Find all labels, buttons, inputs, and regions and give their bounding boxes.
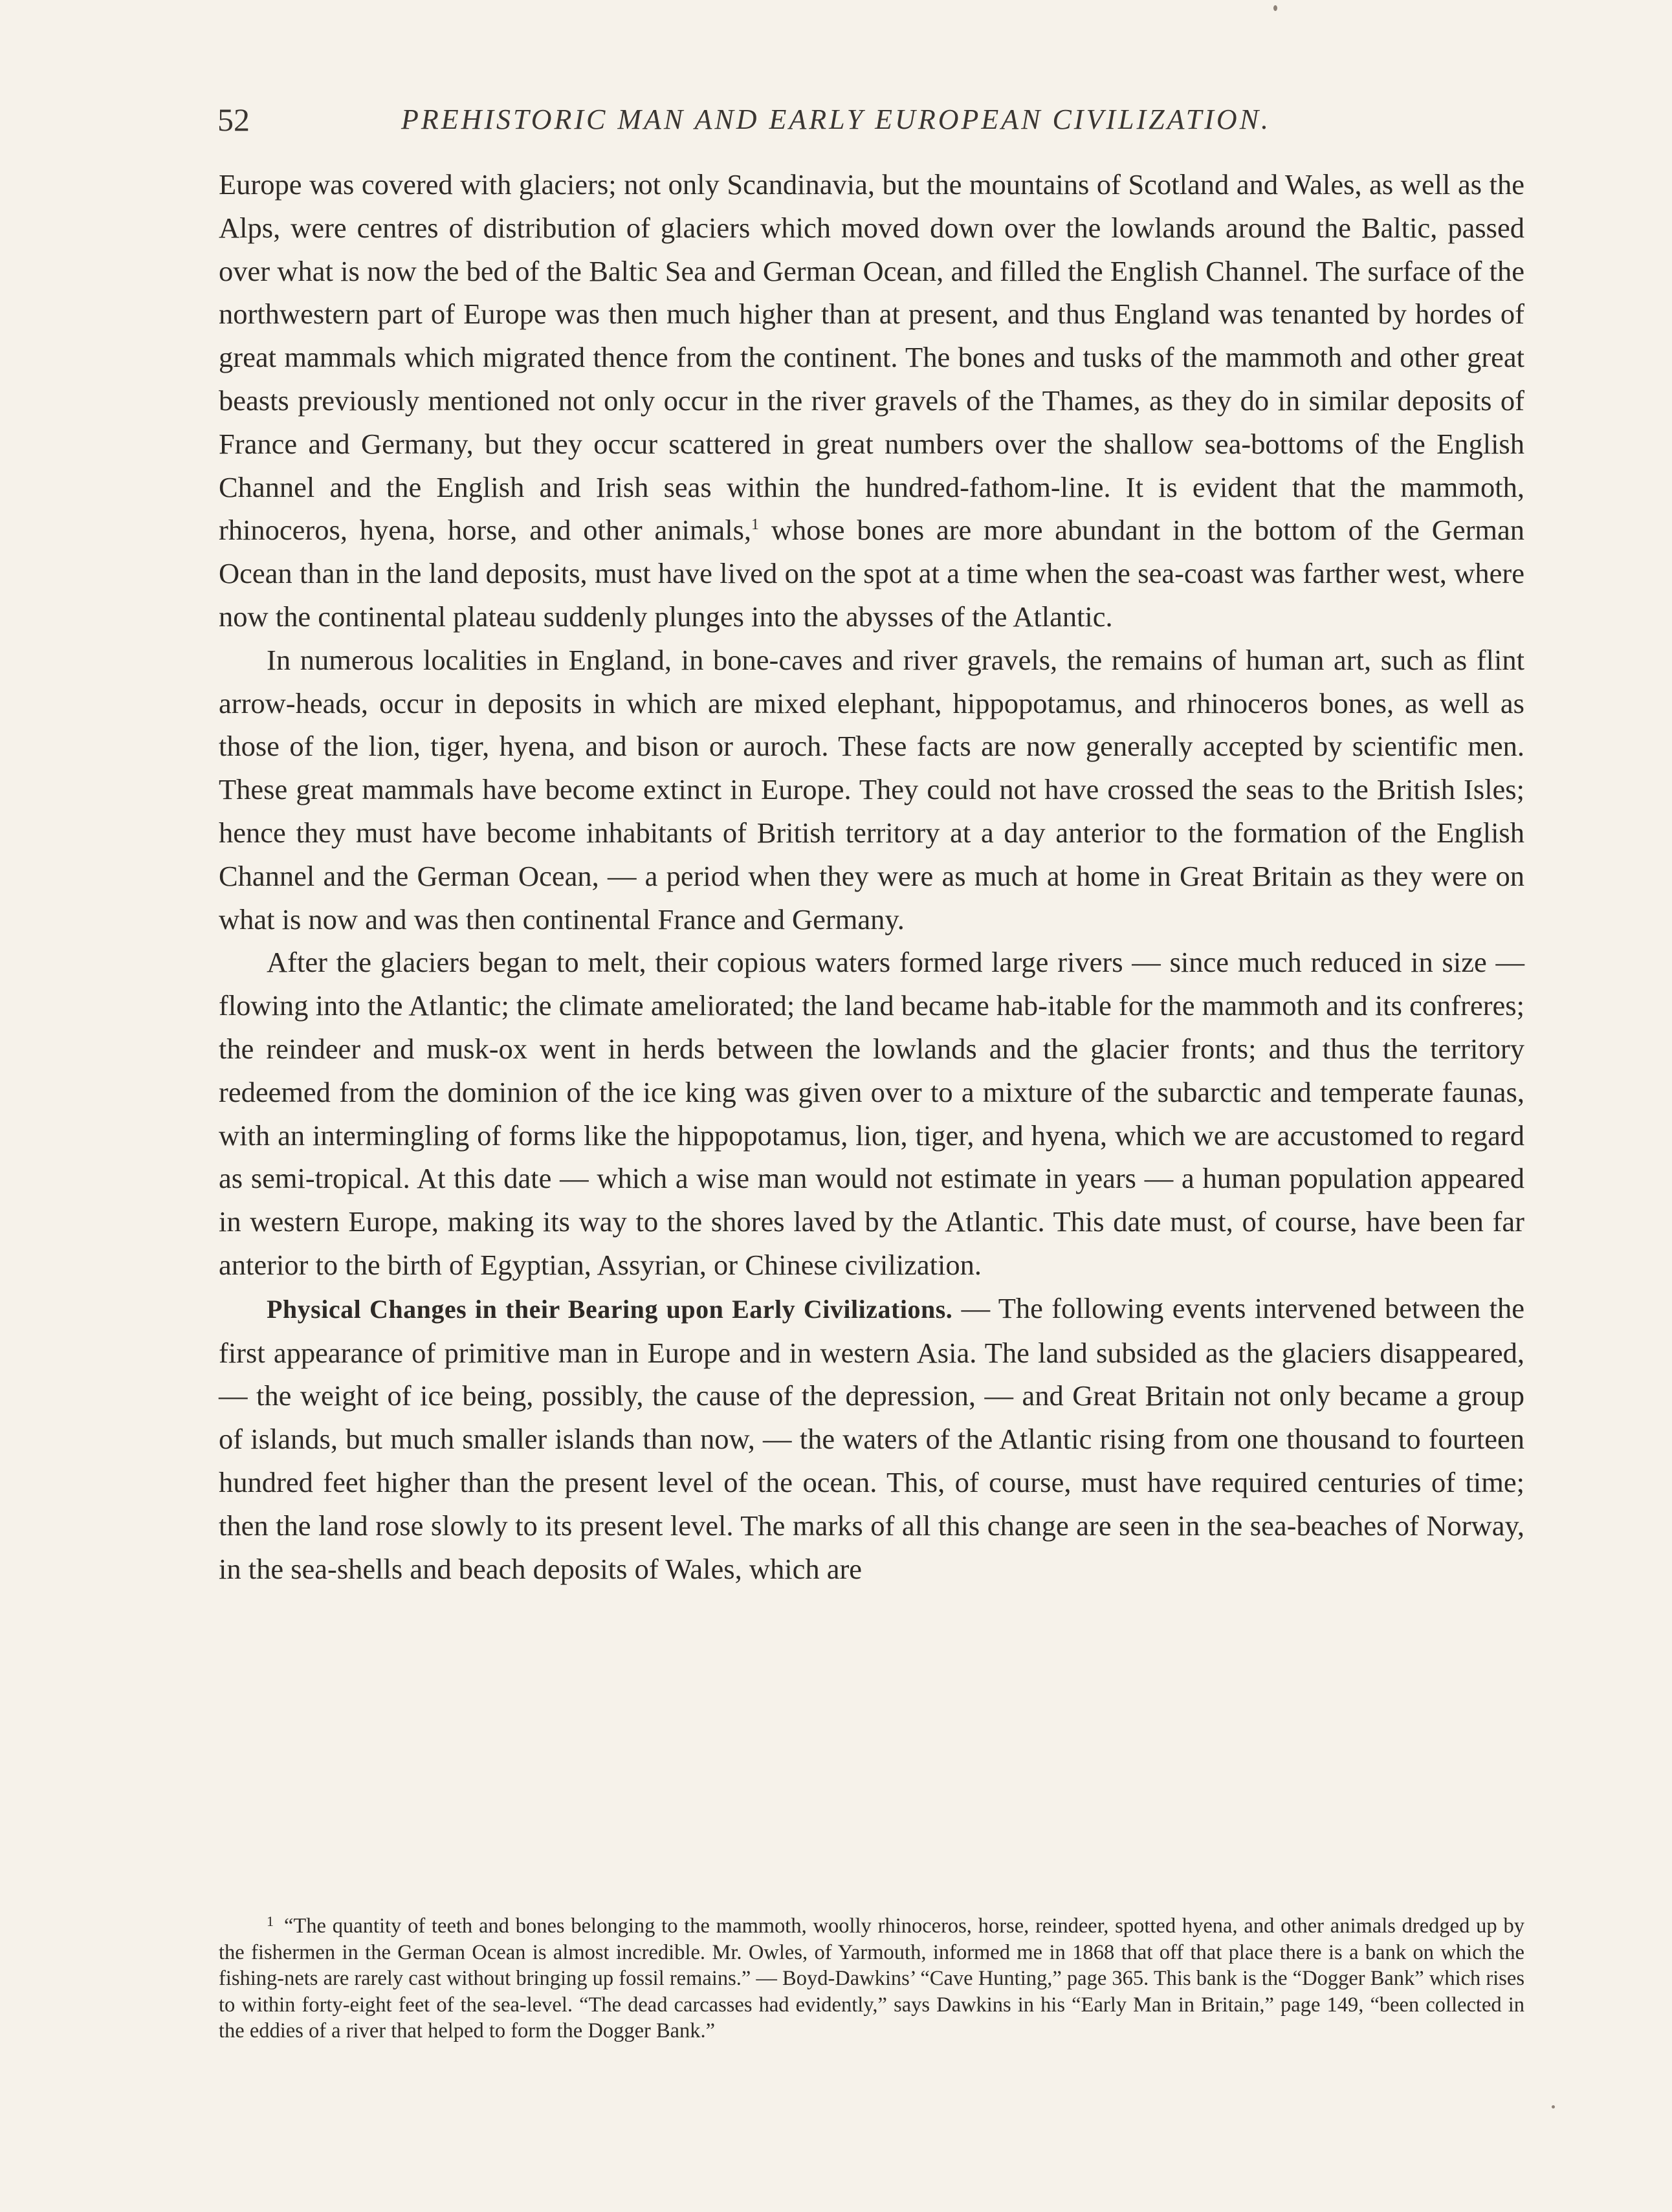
paper-speck [1273,5,1277,11]
paragraph-1-text: Europe was covered with glaciers; not only Scandinavia, but the mountains of Scotland and Wales, as well as the Alps, were centres of distribution of glaciers which moved down over the lowlands around the Baltic, passed over what is now the bed of the Baltic Sea and German Ocean, and filled the English Channel. The surface of the northwestern part of Europe was then much higher than at present, and thus England was tenanted by hordes of great mammals which migrated thence from the continent. The bones and tusks of the mammoth and other great beasts previously mentioned not only occur in the river gravels of the Thames, as they do in similar deposits of France and Germany, but they occur scattered in great numbers over the shallow sea-bottoms of the English Channel and the English and Irish seas within the hundred-fathom-line. It is evident that the mammoth, rhinoceros, hyena, horse, and other animals, [219,168,1524,547]
page-number: 52 [217,102,250,138]
footnote-text: “The quantity of teeth and bones belonging to the mammoth, woolly rhinoceros, horse, reindeer, spotted hyena, and other animals dredged up by the fishermen in the German Ocean is almost incredible. Mr. Owles, of Yarmouth, informed me in 1868 that off that place there is a bank on which the fishing-nets are rarely cast without bringing up fossil remains.” — Boyd-Dawkins’ “Cave Hunting,” page 365. This bank is the “Dogger Bank” which rises to within forty-eight feet of the sea-level. “The dead carcasses had evidently,” says Dawkins in his “Early Man in Britain,” page 149, “been collected in the eddies of a river that helped to form the Dogger Bank.” [219,1914,1524,2042]
paragraph-2: In numerous localities in England, in bone-caves and river gravels, the remains of human art, such as flint arrow-heads, occur in deposits in which are mixed elephant, hippopotamus, and rhinoceros bones, as well as those of the lion, tiger, hyena, and bison or auroch. These facts are now generally accepted by scientific men. These great mammals have become extinct in Europe. They could not have crossed the seas to the British Isles; hence they must have become inhabitants of British territory at a day anterior to the formation of the English Channel and the German Ocean, — a period when they were as much at home in Great Britain as they were on what is now and was then continental France and Germany. [219,643,1524,936]
section-run-in-heading: Physical Changes in their Bearing upon Early Civilizations. [267,1294,953,1324]
paper-speck [1552,2105,1555,2108]
footnote-reference: 1 [751,516,760,534]
running-head [217,97,1524,142]
body-text [219,163,1524,1590]
footnote-marker: 1 [267,1913,274,1929]
paragraph-4 [219,1287,1524,1591]
paragraph-1-text-end: whose bones are more abundant in the bottom of the German Ocean than in the land deposits, must have lived on the spot at a time when the sea-coast was farther west, where now the continental plateau suddenly plunges into the abysses of the Atlantic. [219,514,1525,633]
running-title: PREHISTORIC MAN AND EARLY EUROPEAN CIVILIZATION. [401,104,1271,135]
paragraph-3: After the glaciers began to melt, their copious waters formed large rivers — since much reduced in size — flowing into the Atlantic; the climate ameliorated; the land became hab-itable for the mammoth and its confreres; the reindeer and musk-ox went in herds between the lowlands and the glacier fronts; and thus the territory redeemed from the dominion of the ice king was given over to a mixture of the subarctic and temperate faunas, with an intermingling of forms like the hippopotamus, lion, tiger, and hyena, which we are accustomed to regard as semi-tropical. At this date — which a wise man would not estimate in years — a human population appeared in western Europe, making its way to the shores laved by the Atlantic. This date must, of course, have been far anterior to the birth of Egyptian, Assyrian, or Chinese civilization. [219,946,1524,1281]
paragraph-4-text: — The following events intervened between the first appearance of primitive man in Europe and in western Asia. The land subsided as the glaciers disappeared, — the weight of ice being, possibly, the cause of the depression, — and Great Britain not only became a group of islands, but much smaller islands than now, — the waters of the Atlantic rising from one thousand to fourteen hundred feet higher than the present level of the ocean. This, of course, must have required centuries of time; then the land rose slowly to its present level. The marks of all this change are seen in the sea-beaches of Norway, in the sea-shells and beach deposits of Wales, which are [219,1291,1525,1585]
footnote [219,1909,1524,2044]
paragraph-1 [219,163,1524,639]
